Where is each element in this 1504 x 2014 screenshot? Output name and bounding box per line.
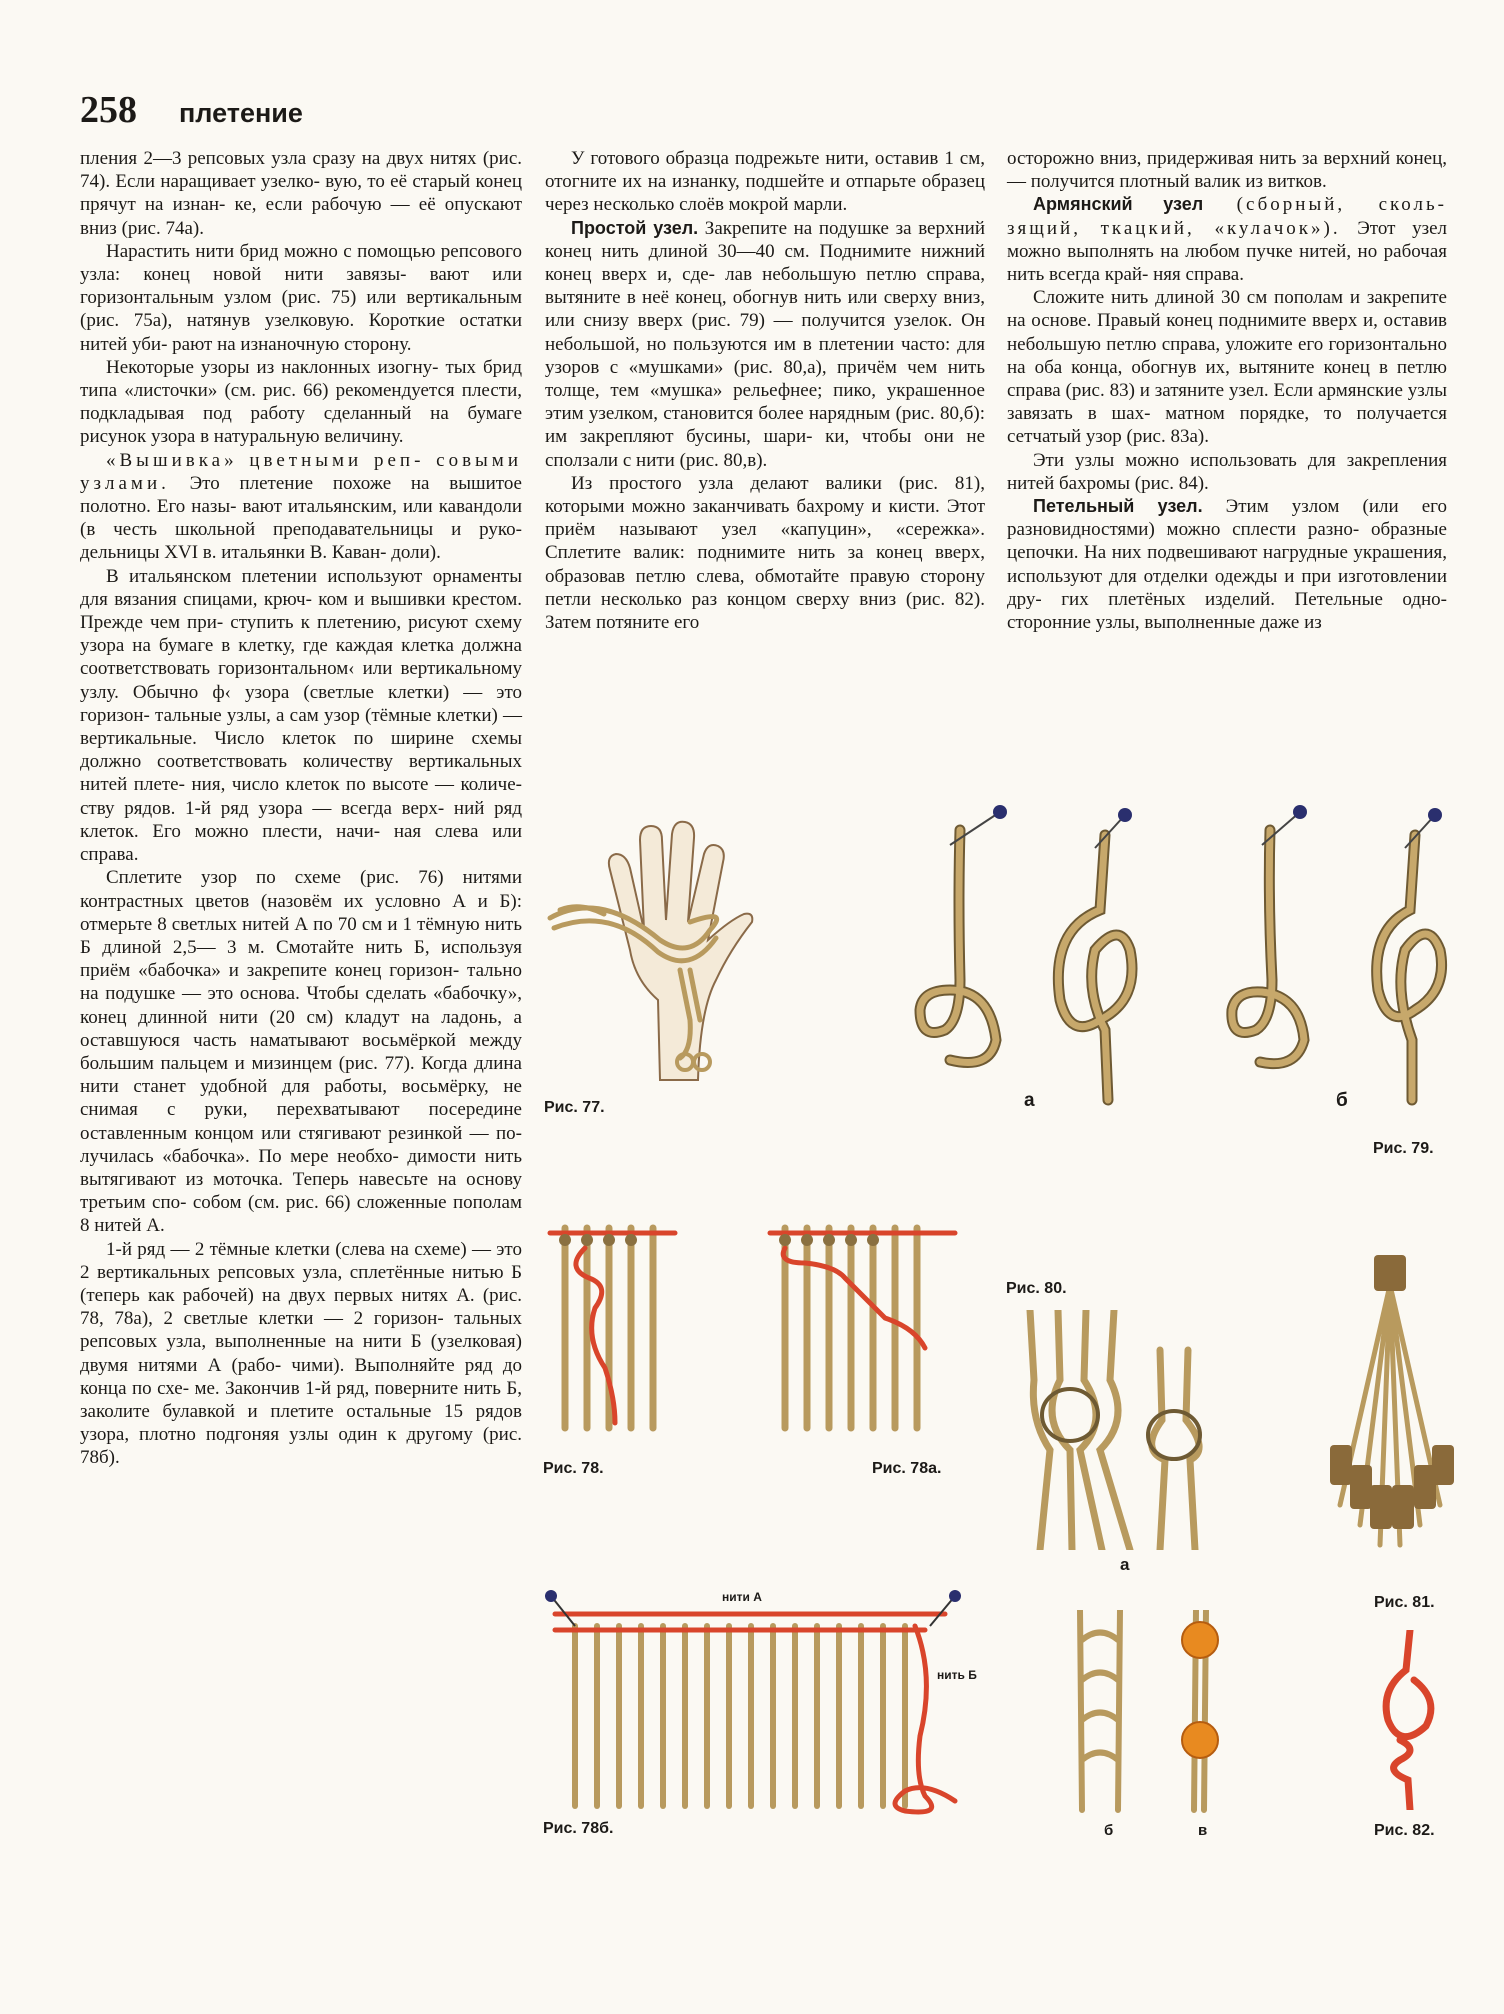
figure-80bv-picot-beads (1060, 1610, 1240, 1820)
paragraph-text: Это плетение похоже на вышитое полотно. Его назы- вают итальянским, или кавандоли (в честь школьной преподавательницы и руко- дельницы XVI в. итальянки В. Каван- доли). (80, 472, 522, 564)
term-aka: (сборный, сколь- зящий, ткацкий, «кулачок»). (1007, 194, 1448, 239)
paragraph: пления 2—3 репсовых узла сразу на двух нитях (рис. 74). Если наращивает узелко- вую, то её старый конец прячут на изнан- ке, если рабочую — её опускают вниз (рис. 74а). (80, 148, 522, 239)
label-v-80: в (1198, 1822, 1208, 1839)
paragraph: Сплетите узор по схеме (рис. 76) нитями контрастных цветов (назовём их условно А и Б): отмерьте 8 светлых нитей А по 70 см и 1 тёмную нить Б длиной 2,5— 3 м. Смотайте нить Б, используя приём «бабочка» и закрепите конец горизон- тально на подушке — это основа. Чтобы сделать «бабочку», конец длинной нити (20 см) кладут на ладонь, а оставшуюся часть наматывают восьмёркой между большим пальцем и мизинцем (рис. 77). Когда длина нити станет удобной для работы, восьмёрку, не снимая с руки, перехватывают посередине оставленным концом или стягивают резинкой — по- лучилась «бабочка». По мере необхо- димости нить вытягивают из моточка. Теперь навесьте на основу третьим спо- собом (см. рис. 66) сложенные пополам 8 нитей А. (80, 867, 522, 1237)
paragraph: У готового образца подрежьте нити, оставив 1 см, отогните их на изнанку, подшейте и отпарьте образец через несколько слоёв мокрой марли. (545, 148, 985, 216)
page-header (80, 88, 303, 132)
paragraph (1007, 193, 1447, 286)
paragraph: осторожно вниз, придерживая нить за верхний конец, — получится плотный валик из витков. (1007, 148, 1447, 193)
caption-fig77: Рис. 77. (544, 1099, 605, 1116)
term-armyanskiy-uzel: Армянский узел (1033, 194, 1204, 215)
term-petelny-uzel: Петельный узел. (1033, 496, 1203, 517)
label-a-80: а (1120, 1555, 1130, 1574)
text-column-2 (545, 147, 985, 634)
figure-77-hand-illustration (540, 810, 780, 1090)
paragraph (80, 449, 522, 565)
term-prostoy-uzel: Простой узел. (571, 217, 699, 238)
page-number: 258 (80, 89, 137, 131)
label-b-80: б (1104, 1822, 1114, 1839)
section-title: плетение (179, 98, 303, 128)
paragraph: Некоторые узоры из наклонных изогну- тых брид типа «листочки» (см. рис. 66) рекомендуется плести, подкладывая под работу сделанный на бумаге рисунок узора в натуральную величину. (80, 356, 522, 448)
figure-78-cords (545, 1208, 965, 1438)
figure-82-capuchin-knot (1370, 1630, 1450, 1810)
caption-fig79: Рис. 79. (1373, 1140, 1434, 1157)
caption-fig78: Рис. 78. (543, 1460, 604, 1477)
text-column-1 (80, 147, 522, 1470)
text-column-3 (1007, 147, 1447, 634)
paragraph: В итальянском плетении используют орнаменты для вязания спицами, крюч- ком и вышивки крестом. Прежде чем при- ступить к плетению, рисуют схему узора на бумаге в клетку, где каждая клетка должна соответствовать горизонтальном‹ или вертикальному узлу. Обычно ф‹ узора (светлые клетки) — это горизон- тальные узлы, а сам узор (тёмные клетки) — вертикальные. Число клеток по ширине схемы должно соответствовать количеству вертикальных нитей плете- ния, число клеток по высоте — количе- ству рядов. 1-й ряд узора — всегда верх- ний ряд клеток. Его можно плести, начи- ная слева или справа. (80, 565, 522, 866)
paragraph (1007, 495, 1447, 634)
caption-fig82: Рис. 82. (1374, 1822, 1435, 1839)
paragraph-text: Закрепите на подушке за верхний конец нить длиной 30—40 см. Поднимите нижний конец вверх и, сде- лав небольшую петлю справа, вытяните в неё конец, обогнув нить или сверху вниз, или снизу вверх (рис. 79) — получится узелок. Он небольшой, но пользуются им в плетении часто: для узоров с «мушками» (рис. 80,а), причём чем нить толще, тем «мушка» рельефнее; пико, украшенное этим узелком, становится более нарядным (рис. 80,б): им закрепляют бусины, шари- ки, чтобы они не сползали с нити (рис. 80,в). (545, 217, 985, 471)
figure-78b-sample (545, 1586, 985, 1826)
label-nit-b: нить Б (937, 1668, 977, 1682)
paragraph: Из простого узла делают валики (рис. 81), которыми можно заканчивать бахрому и кисти. Этот приём называют узел «капуцин», «сережка». Сплетите валик: поднимите нить за конец вверх, образовав петлю слева, обмотайте правую сторону петли несколько раз концом сверху вниз (рис. 82). Затем потяните его (545, 472, 985, 634)
paragraph (545, 217, 985, 472)
paragraph: Эти узлы можно использовать для закрепления нитей бахромы (рис. 84). (1007, 449, 1447, 494)
paragraph-text: Этот узел можно выполнять на любом пучке нитей, но рабочая нить всегда край- няя справа. (1007, 217, 1447, 286)
label-nit-a: нити А (722, 1590, 762, 1604)
caption-fig80: Рис. 80. (1006, 1280, 1067, 1297)
label-a-79: а (1024, 1090, 1035, 1111)
paragraph: 1-й ряд — 2 тёмные клетки (слева на схеме) — это 2 вертикальных репсовых узла, сплетённые нитью Б (теперь как рабочей) на двух первых нитях А. (рис. 78, 78а), 2 светлые клетки — 2 горизон- тальных репсовых узла, выполненные на нити Б (узелковая) двумя нитями А (рабо- чими). Выполняйте ряд до конца по схе- ме. Закончив 1-й ряд, поверните нить Б, заколите булавкой и плетите остальные 15 рядов узора, плотно подгоняя узлы один к другому (рис. 78б). (80, 1238, 522, 1469)
figure-79-simple-knot (900, 800, 1460, 1110)
caption-fig78a: Рис. 78а. (872, 1460, 942, 1477)
figure-81-tassel (1320, 1245, 1460, 1575)
figure-80a-knot-pattern (1010, 1310, 1220, 1550)
paragraph: Сложите нить длиной 30 см пополам и закрепите на основе. Правый конец поднимите вверх и, оставив небольшую петлю справа, уложите его горизонтально на оба конца, обогнув их, вытяните конец в петлю справа (рис. 83) и затяните узел. Если армянские узлы завязать в шах- матном порядке, то получается сетчатый узор (рис. 83а). (1007, 287, 1447, 448)
caption-fig78b: Рис. 78б. (543, 1820, 614, 1837)
caption-fig81: Рис. 81. (1374, 1594, 1435, 1611)
paragraph-text: Этим узлом (или его разновидностями) можно сплести разно- образные цепочки. На них подвешивают нагрудные украшения, используют для отделки одежды и при изготовлении дру- гих плетёных изделий. Петельные одно- сторонние узлы, выполненные даже из (1007, 496, 1447, 634)
term-vyshivka: «Вышивка» цветными реп- совыми узлами. (80, 449, 522, 494)
label-b-79: б (1336, 1090, 1348, 1111)
paragraph: Нарастить нити брид можно с помощью репсового узла: конец новой нити завязы- вают или горизонтальным узлом (рис. 75) или вертикальным (рис. 75а), натянув узелковую. Короткие остатки нитей уби- рают на изнаночную сторону. (80, 240, 522, 355)
